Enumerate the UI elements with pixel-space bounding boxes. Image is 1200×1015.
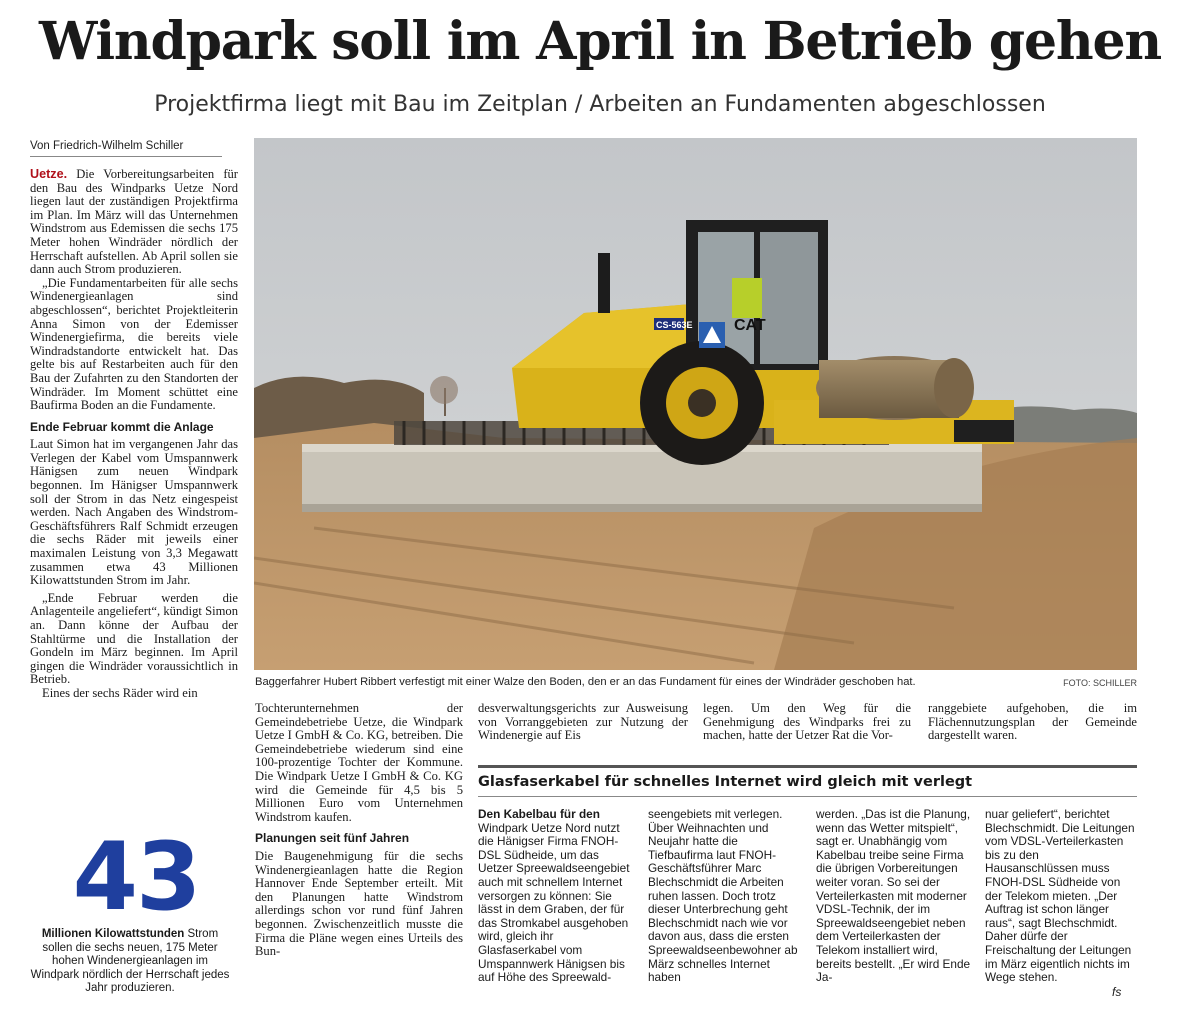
factbox-text: [30, 928, 230, 996]
article-column-2: [255, 702, 463, 959]
paragraph: Eines der sechs Räder wird ein: [42, 685, 198, 700]
brand-label: CAT: [734, 317, 766, 334]
paragraph: ranggebiete aufgehoben, die im Flächennutzungsplan der Gemeinde dargestellt waren.: [928, 701, 1137, 743]
paragraph-text: Die Vorbereitungsarbeiten für den Bau des Windparks Uetze Nord liegen laut der zuständigen Projektfirma im Plan. Im März will das Unternehmen Windstrom aus Edemissen die sechs 175 Meter hohen Windräder nördlich der Herrschaft aufstellen. Ab April sollen sie dann auch Strom produzieren.: [30, 167, 238, 277]
sidebar-lead: Den Kabelbau für den: [478, 807, 600, 821]
paragraph: Tochterunternehmen der Gemeindebetriebe Uetze, die Windpark Uetze I GmbH & Co. KG, betreiben. Die Gemeindebetriebe wiederum sind eine 100-prozentige Tochter der Kommune. Die Windpark Uetze I GmbH & Co. KG wird die Gemeinde für 4,5 bis 5 Millionen Euro vom Unternehmen Windstrom kaufen.: [255, 701, 463, 824]
paragraph: desverwaltungsgerichts zur Ausweisung von Vorranggebieten zur Nutzung der Windenergie auf Eis: [478, 701, 688, 743]
paragraph: legen. Um den Weg für die Genehmigung des Windparks frei zu machen, hatte der Uetzer Rat die Vor-: [703, 701, 911, 743]
sidebar-text: nuar geliefert“, berichtet Blechschmidt. Die Leitungen vom VDSL-Verteilerkasten bis zu den Hausanschlüssen muss FNOH-DSL Südheide von der Telekom mieten. „Der Auftrag ist schon länger raus“, sagt Blechschmidt. Daher dürfe der Freischaltung der Leitungen im März eigentlich nichts im Wege stehen.: [985, 807, 1135, 985]
sidebar-text: seengebiets mit verlegen. Über Weihnachten und Neujahr hatte die Tiefbaufirma laut FNOH-Geschäftsführer Marc Blechschmidt die Arbeiten ruhen lassen. Doch trotz dieser Unterbrechung geht Blechschmidt nach wie vor davon aus, dass die ersten Spreewaldseenbewohner ab März schnelles Internet haben: [648, 807, 798, 985]
article-column-5: [928, 702, 1137, 743]
sidebar-column-2: [648, 808, 804, 985]
photo-credit: FOTO: SCHILLER: [1063, 678, 1137, 688]
paragraph: Die Baugenehmigung für die sechs Windenergieanlagen hatte die Region Hannover Ende September erteilt. Mit den Planungen hatte Windstrom allerdings schon vor rund fünf Jahren begonnen. Zwischenzeitlich musste die Firma die Pläne wegen eines Urteils des Bun-: [255, 848, 463, 959]
photo-caption: Baggerfahrer Hubert Ribbert verfestigt mit einer Walze den Boden, den er an das Fundament für eines der Windräder geschoben hat.: [255, 676, 916, 688]
factbox-number: 43: [72, 823, 200, 932]
sidebar-column-4: [985, 808, 1135, 985]
sidebar-title: Glasfaserkabel für schnelles Internet wird gleich mit verlegt: [478, 774, 973, 790]
sidebar-text: werden. „Das ist die Planung, wenn das Wetter mitspielt“, sagt er. Unabhängig vom Kabelbau treibe seine Firma die übrigen Vorbereitungen weiter voran. So sei der Verteilerkasten mit moderner VDSL-Technik, der im Spreewaldseengebiet neben dem Verteilerkasten der Telekom installiert wird, bereits bestellt. „Er wird Ende Ja-: [816, 807, 971, 985]
sidebar-divider: [478, 796, 1137, 797]
article-column-4: [703, 702, 911, 743]
article-column-1: [30, 168, 238, 701]
headline: Windpark soll im April in Betrieb gehen: [39, 11, 1161, 72]
road-roller-photo: [254, 138, 1137, 670]
paragraph: „Die Fundamentarbeiten für alle sechs Windenergieanlagen sind abgeschlossen“, berichtet Projektleiterin Anna Simon von der Edemisser Windenergiefirma, die bereits viele Windradstandorte entwickelt hat. Das gelte bis auf Restarbeiten auch für den Bau der Zufahrten zu den Standorten der Windräder. Im Moment schüttet eine Baufirma Boden an die Fundamente.: [30, 275, 238, 413]
sidebar-top-rule: [478, 765, 1137, 768]
plate-label: CS-563E: [656, 320, 693, 330]
paragraph: „Ende Februar werden die Anlagenteile angeliefert“, kündigt Simon an. Dann könne der Aufbau der Stahltürme und die Installation der Gondeln im März beginnen. Im April gingen die Windräder voraussichtlich in Betrieb.: [30, 590, 238, 687]
subheadline: Projektfirma liegt mit Bau im Zeitplan / Arbeiten an Fundamenten abgeschlossen: [154, 92, 1046, 117]
author-signature: fs: [1112, 985, 1122, 999]
byline: Von Friedrich-Wilhelm Schiller: [30, 140, 222, 157]
sidebar-column-3: [816, 808, 974, 985]
sidebar-column-1: [478, 808, 634, 985]
sidebar-text: Windpark Uetze Nord nutzt die Hänigser Firma FNOH-DSL Südheide, um das Uetzer Spreewaldseengebiet auch mit schnellem Internet versorgen zu können: Sie lässt in dem Graben, der für das Stromkabel ausgehoben wird, gleich ihr Glasfaserkabel vom Umspannwerk Hänigsen bis auf Höhe des Spreewald-: [478, 820, 630, 985]
dateline: Uetze.: [30, 167, 68, 181]
paragraph: [30, 168, 238, 277]
article-column-3: [478, 702, 688, 743]
paragraph: Laut Simon hat im vergangenen Jahr das Verlegen der Kabel vom Umspannwerk Hänigsen zum neuen Windpark begonnen. Im Hänigser Umspannwerk soll der Strom in das Netz eingespeist werden. Nach Angaben des Windstrom-Geschäftsführers Ralf Schmidt erzeugen die sechs Räder mit jeweils einer maximalen Leistung von 3,3 Megawatt zusammen etwa 43 Millionen Kilowattstunden Strom im Jahr.: [30, 437, 238, 588]
article-photo: [254, 138, 1137, 670]
factbox-bold: Millionen Kilowattstunden: [41, 928, 185, 940]
factbox-body: Strom sollen die sechs neuen, 175 Meter hohen Windenergieanlagen im Windpark nördlich der Herrschaft jedes Jahr produzieren.: [30, 928, 230, 995]
section-subhead: Ende Februar kommt die Anlage: [30, 419, 214, 434]
section-subhead: Planungen seit fünf Jahren: [255, 831, 410, 846]
